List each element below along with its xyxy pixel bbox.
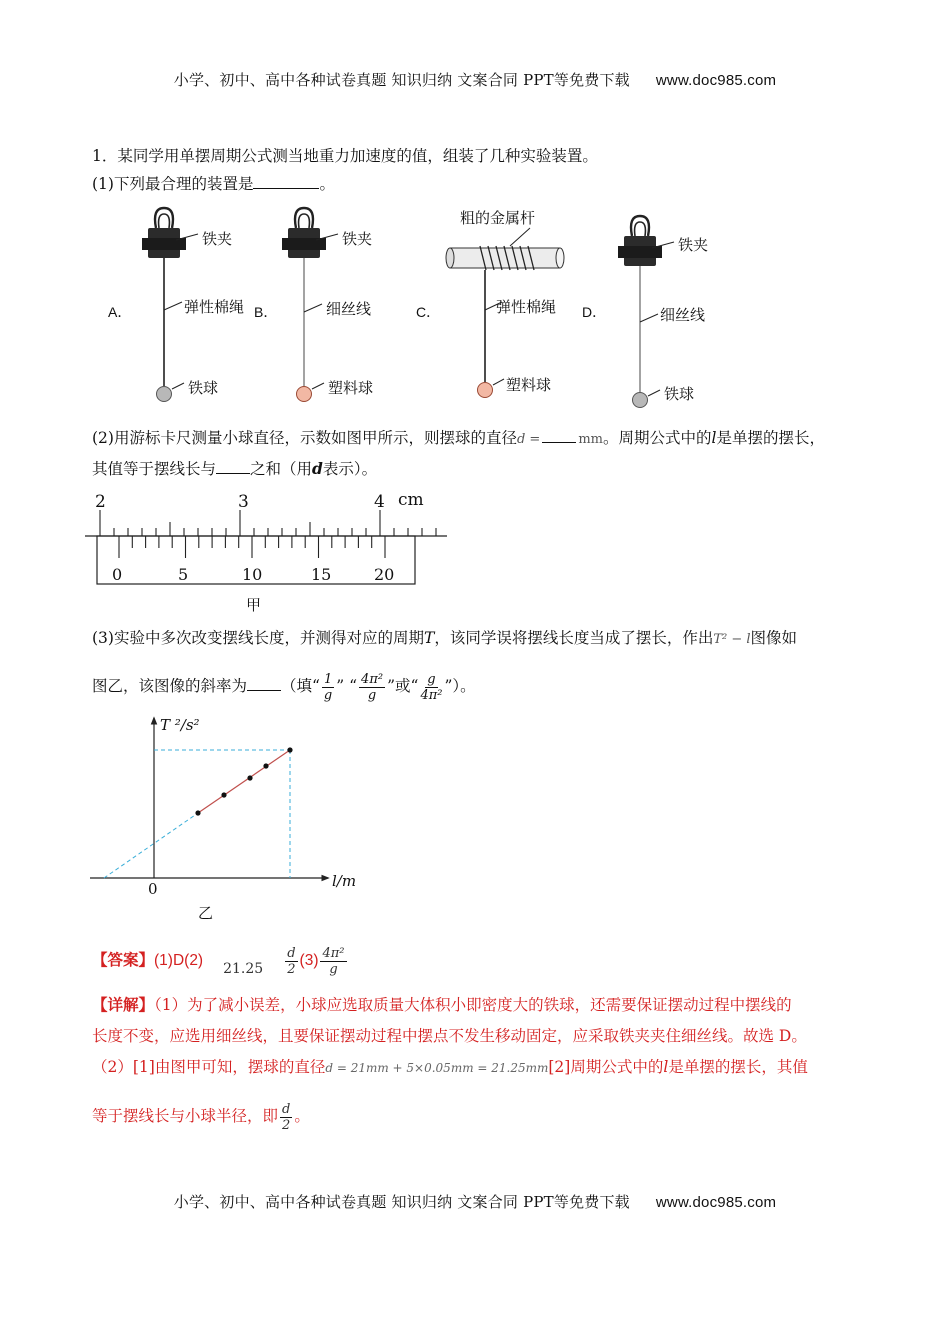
d-string-label: 细丝线 <box>660 306 706 324</box>
d-clip-label: 铁夹 <box>678 236 709 254</box>
answer-line: 【答案】(1)D(2) 21.25 $\frac{d}{2}$ (3) $\frac{\text{4π²}}{g}$ <box>92 945 345 977</box>
unit-label: cm <box>398 490 424 510</box>
question-part3-line2: 图乙，该图像的斜率为 （填“ $\frac{1}{g}$ ” “ $\frac{\text{4π²}}{g}$ ”或“ $\frac{g}{\text{4π²}}$ ”）。 <box>92 671 476 703</box>
option-c-label[interactable]: C． <box>416 304 441 320</box>
t2-l-graph <box>88 712 368 892</box>
a-clip-label: 铁夹 <box>202 230 233 248</box>
answer-frac-4pi2g: $\frac{\text{4π²}}{g}$ <box>322 945 345 977</box>
main-label-4: 4 <box>374 492 385 512</box>
detail-line-1: 【详解】（1）为了减小误差，小球应选取质量大体积小即密度大的铁球，还需要保证摆动过程中摆线的 <box>92 995 792 1014</box>
detail-line-3: （2）[1]由图甲可知，摆球的直径d = 21mm + 5×0.05mm = 21.25mm[2]周期公式中的l是单摆的摆长，其值 <box>92 1058 808 1076</box>
b-ball-label: 塑料球 <box>328 379 374 397</box>
option-b-label[interactable]: B． <box>254 304 278 320</box>
data-point <box>247 775 252 780</box>
answer-blank-2a[interactable] <box>542 428 576 443</box>
answer-blank-3[interactable] <box>247 676 281 691</box>
choice-frac-3[interactable]: $\frac{g}{\text{4π²}}$ <box>420 671 443 703</box>
footer-text: 小学、初中、高中各种试卷真题 知识归纳 文案合同 PPT等免费下载 <box>173 1193 630 1211</box>
vernier-label-5: 5 <box>178 565 189 584</box>
graph-caption: 乙 <box>198 904 214 922</box>
b-string-label: 细丝线 <box>326 300 372 318</box>
c-string-label: 弹性棉绳 <box>496 298 557 316</box>
page-footer <box>0 1191 950 1212</box>
detail-line-4: 等于摆线长与小球半径，即 $\frac{d}{2}$ 。 <box>92 1101 310 1133</box>
graph-ylabel: T ²/s² <box>160 716 200 734</box>
vernier-scale <box>119 536 385 558</box>
answer-blank-2b[interactable] <box>216 459 250 474</box>
question-part2-line2: 其值等于摆线长与 之和（用d表示）。 <box>92 459 378 478</box>
header-text: 小学、初中、高中各种试卷真题 知识归纳 文案合同 PPT等免费下载 <box>173 71 630 89</box>
data-point <box>287 747 292 752</box>
question-part2: (2)用游标卡尺测量小球直径，示数如图甲所示，则摆球的直径d = mm。周期公式中的l是单摆的摆长， <box>92 429 825 447</box>
question-part3: (3)实验中多次改变摆线长度，并测得对应的周期T，该同学误将摆线长度当成了摆长，作出T² − l图像如 <box>92 629 798 647</box>
question-intro: 1．某同学用单摆周期公式测当地重力加速度的值，组装了几种实验装置。 <box>92 147 598 165</box>
vernier-label-20: 20 <box>374 565 395 584</box>
main-label-2: 2 <box>95 492 106 512</box>
extrapolation-line <box>104 813 198 878</box>
vernier-label-0: 0 <box>112 565 123 584</box>
answer-blank-1[interactable] <box>253 174 319 189</box>
question-part1: (1)下列最合理的装置是 。 <box>92 175 335 193</box>
a-ball-label: 铁球 <box>188 379 219 397</box>
vernier-label-10: 10 <box>242 565 263 584</box>
data-point <box>195 810 200 815</box>
header-site[interactable]: www.doc985.com <box>655 72 777 89</box>
graph-xlabel: l/m <box>332 872 357 890</box>
answer-frac-d2: $\frac{d}{2}$ <box>287 945 296 977</box>
c-ball-label: 塑料球 <box>506 376 552 394</box>
option-a-label[interactable]: A． <box>108 304 132 320</box>
b-clip-label: 铁夹 <box>342 230 373 248</box>
main-label-3: 3 <box>238 492 249 512</box>
detail-frac-d2: $\frac{d}{2}$ <box>282 1101 291 1133</box>
fit-line <box>198 750 290 813</box>
caliper-caption: 甲 <box>246 596 262 614</box>
option-d-label[interactable]: D． <box>582 304 607 320</box>
d-ball-label: 铁球 <box>664 385 695 403</box>
choice-frac-2[interactable]: $\frac{\text{4π²}}{g}$ <box>361 671 384 703</box>
c-rod-label: 粗的金属杆 <box>460 209 536 227</box>
data-point <box>221 792 226 797</box>
footer-site[interactable]: www.doc985.com <box>655 1194 777 1211</box>
graph-origin: 0 <box>148 880 158 898</box>
data-point <box>263 763 268 768</box>
vernier-label-15: 15 <box>311 565 332 584</box>
page-header <box>0 69 950 90</box>
choice-frac-1[interactable]: $\frac{1}{g}$ <box>323 671 333 703</box>
main-scale <box>100 510 436 536</box>
detail-line-2: 长度不变，应选用细丝线，且要保证摆动过程中摆点不发生移动固定，应采取铁夹夹住细丝线。故选 D。 <box>92 1027 807 1045</box>
a-string-label: 弹性棉绳 <box>184 298 245 316</box>
